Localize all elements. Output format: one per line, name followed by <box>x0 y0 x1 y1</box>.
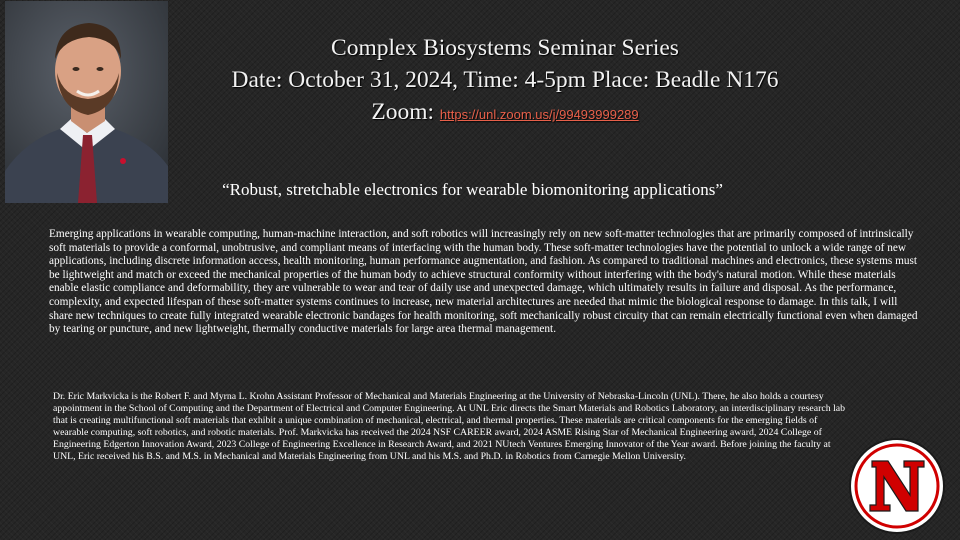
university-logo <box>848 437 946 535</box>
speaker-photo <box>5 1 168 203</box>
series-title: Complex Biosystems Seminar Series <box>331 35 679 61</box>
event-details: Date: October 31, 2024, Time: 4-5pm Place: Beadle N176 <box>231 67 779 93</box>
nebraska-n-icon <box>848 437 946 535</box>
zoom-label: Zoom: <box>371 99 435 125</box>
zoom-link[interactable]: https://unl.zoom.us/j/99493999289 <box>439 107 639 122</box>
abstract-text: Emerging applications in wearable computing, human-machine interaction, and soft robotics will increasingly rely on new soft-matter technologies that are primarily composed of intrinsically soft materials to provide a conformal, unobtrusive, and compliant means of interfacing with the human body. These soft-matter technologies have the potential to unlock a wide range of new applications, including discrete information access, health monitoring, human performance augmentation, and fashion. As compared to traditional machines and electronics, these systems must be lightweight and match or exceed the mechanical properties of the human body to achieve structural conformity without interfering with the body's natural motion. While these materials enable elastic compliance and deformability, they are vulnerable to wear and tear of daily use and unexpected damage, which ultimately results in failure and disposal. As the performance, complexity, and expected lifespan of these soft-matter systems continues to increase, new material architectures are needed that mimic the biological response to damage. In this talk, I will share new techniques to create fully integrated wearable electronic bandages for health monitoring, soft mechanically robust circuity that can remain electrically functional even when damaged by tearing or puncture, and new lightweight, thermally conductive materials for large area thermal management. <box>49 228 918 336</box>
seminar-header <box>175 32 835 131</box>
zoom-line <box>175 96 835 131</box>
speaker-portrait-icon <box>5 1 168 203</box>
talk-title: “Robust, stretchable electronics for wearable biomonitoring applications” <box>222 180 723 199</box>
speaker-bio: Dr. Eric Markvicka is the Robert F. and Myrna L. Krohn Assistant Professor of Mechanical and Materials Engineering at the University of Nebraska-Lincoln (UNL). There, he also holds a courtesy appointment in the School of Computing and the Department of Electrical and Computer Engineering. At UNL Eric directs the Smart Materials and Robotics Laboratory, an interdisciplinary research lab that is creating multifunctional soft materials that exhibit a unique combination of mechanical, electrical, and thermal properties. These materials are critical components for the emerging fields of wearable computing, soft robotics, and robotic materials. Prof. Markvicka has received the 2024 NSF CAREER award, 2024 ASME Rising Star of Mechanical Engineering award, 2024 College of Engineering Edgerton Innovation Award, 2023 College of Engineering Excellence in Research Award, and 2021 NUtech Ventures Emerging Innovator of the Year award. Before joining the faculty at UNL, Eric received his B.S. and M.S. in Mechanical and Materials Engineering from UNL and his M.S. and Ph.D. in Robotics from Carnegie Mellon University. <box>53 391 846 463</box>
